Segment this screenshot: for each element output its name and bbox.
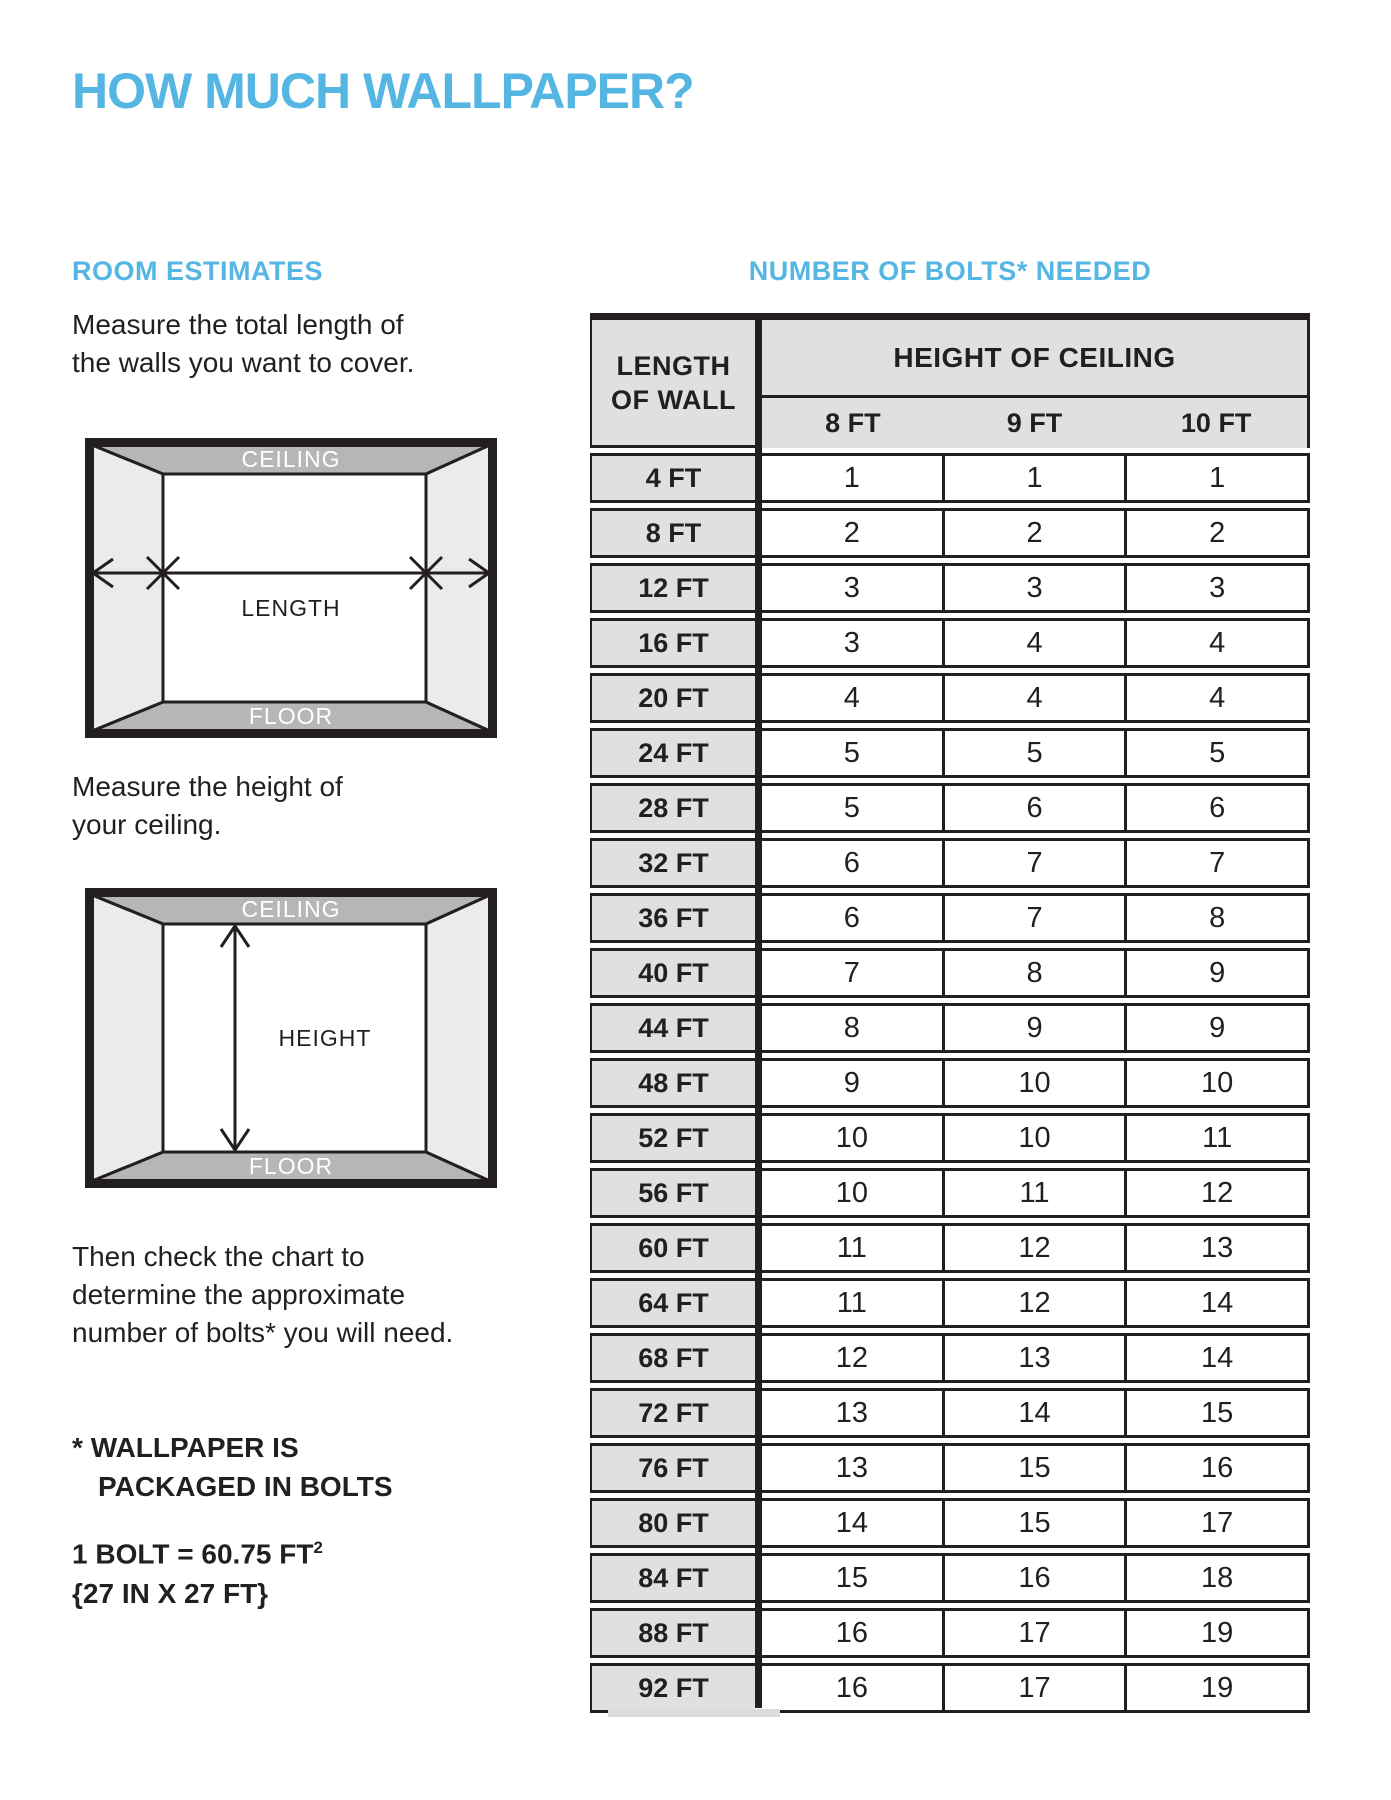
page-title: HOW MUCH WALLPAPER? [72,63,694,119]
right-wall [426,445,490,731]
wall-length-label: 56 FT [590,1168,755,1218]
wall-length-label: 40 FT [590,948,755,998]
bolts-8ft-cell: 6 [762,838,945,888]
row-cells [762,1608,1310,1658]
step2-instruction [72,768,343,844]
bolt-equation-superscript: 2 [313,1538,323,1557]
bolts-10ft-cell: 7 [1127,838,1310,888]
bolts-10ft-cell: 8 [1127,893,1310,943]
bolts-10ft-cell: 9 [1127,948,1310,998]
table-row [590,1388,1310,1438]
bolts-9ft-cell: 16 [945,1553,1128,1603]
bolts-9ft-cell: 5 [945,728,1128,778]
bolts-8ft-cell: 13 [762,1388,945,1438]
room-estimates-heading: ROOM ESTIMATES [72,256,324,286]
bolts-8ft-cell: 8 [762,1003,945,1053]
bolts-9ft-cell: 7 [945,893,1128,943]
bolts-10ft-cell: 12 [1127,1168,1310,1218]
bolts-8ft-cell: 10 [762,1168,945,1218]
row-cells [762,1168,1310,1218]
row-cells [762,673,1310,723]
ceiling-height-subheaders [762,398,1310,448]
wall-length-label: 44 FT [590,1003,755,1053]
bolts-10ft-cell: 19 [1127,1608,1310,1658]
bolts-9ft-cell: 11 [945,1168,1128,1218]
bolts-10ft-cell: 3 [1127,563,1310,613]
table-row [590,1443,1310,1493]
step1-line1: Measure the total length of [72,309,404,340]
bolts-8ft-cell: 13 [762,1443,945,1493]
row-cells [762,453,1310,503]
footnote-line1-text: WALLPAPER IS [90,1432,299,1463]
bolts-10ft-cell: 19 [1127,1663,1310,1713]
footnote-line2: PACKAGED IN BOLTS [98,1471,393,1502]
wall-length-label: 28 FT [590,783,755,833]
bolts-9ft-cell: 10 [945,1113,1128,1163]
bolt-dimensions: {27 IN X 27 FT} [72,1578,269,1610]
step1-line2: the walls you want to cover. [72,347,415,378]
right-wall [426,895,490,1181]
bolts-needed-heading: NUMBER OF BOLTS* NEEDED [748,256,1152,286]
row-cells [762,1553,1310,1603]
bolts-9ft-cell: 1 [945,453,1128,503]
row-cells [762,1498,1310,1548]
col-header-9ft: 9 FT [1006,407,1063,438]
bolts-9ft-cell: 7 [945,838,1128,888]
bolts-9ft-cell: 4 [945,618,1128,668]
bolts-8ft-cell: 7 [762,948,945,998]
table-row [590,1498,1310,1548]
row-cells [762,1443,1310,1493]
bolts-9ft-cell: 14 [945,1388,1128,1438]
wall-length-label: 84 FT [590,1553,755,1603]
bolts-8ft-cell: 16 [762,1608,945,1658]
row-cells [762,1003,1310,1053]
bolts-10ft-cell: 16 [1127,1443,1310,1493]
row-cells [762,1663,1310,1713]
asterisk-marker: * [72,1432,83,1463]
bolts-8ft-cell: 5 [762,783,945,833]
table-row [590,1223,1310,1273]
height-of-ceiling-header: HEIGHT OF CEILING [762,320,1310,398]
table-row [590,783,1310,833]
wall-length-label: 48 FT [590,1058,755,1108]
table-row [590,838,1310,888]
table-row [590,563,1310,613]
wall-length-label: 68 FT [590,1333,755,1383]
bolts-9ft-cell: 2 [945,508,1128,558]
bolts-8ft-cell: 2 [762,508,945,558]
col-header-10ft: 10 FT [1180,407,1252,438]
row-cells [762,1333,1310,1383]
back-wall [163,474,426,702]
table-row [590,1168,1310,1218]
bolts-8ft-cell: 3 [762,563,945,613]
bolts-9ft-cell: 15 [945,1498,1128,1548]
ceiling-label: CEILING [241,896,341,922]
height-label: HEIGHT [278,1025,372,1051]
wall-length-label: 72 FT [590,1388,755,1438]
bolt-equation-text: 1 BOLT = 60.75 FT [72,1538,314,1570]
length-label: LENGTH [241,595,341,621]
row-cells [762,838,1310,888]
row-cells [762,618,1310,668]
table-row [590,1553,1310,1603]
bolts-10ft-cell: 18 [1127,1553,1310,1603]
ceiling-header-group [762,320,1310,448]
table-row [590,728,1310,778]
table-header [590,320,1310,448]
bolts-10ft-cell: 14 [1127,1333,1310,1383]
bolts-10ft-cell: 11 [1127,1113,1310,1163]
bolts-8ft-cell: 3 [762,618,945,668]
bolt-equation [72,1528,323,1574]
row-cells [762,783,1310,833]
row-cells [762,948,1310,998]
col-header-8ft: 8 FT [825,407,881,438]
wall-length-label: 8 FT [590,508,755,558]
bolts-10ft-cell: 4 [1127,618,1310,668]
table-row [590,1333,1310,1383]
wall-length-label: 32 FT [590,838,755,888]
bolts-10ft-cell: 1 [1127,453,1310,503]
bolts-9ft-cell: 4 [945,673,1128,723]
wall-length-label: 60 FT [590,1223,755,1273]
wall-length-label: 20 FT [590,673,755,723]
bolts-10ft-cell: 15 [1127,1388,1310,1438]
wall-length-label: 64 FT [590,1278,755,1328]
bolts-10ft-cell: 17 [1127,1498,1310,1548]
bolts-9ft-cell: 6 [945,783,1128,833]
bolts-8ft-cell: 9 [762,1058,945,1108]
step1-instruction [72,306,414,382]
bolts-10ft-cell: 9 [1127,1003,1310,1053]
row-cells [762,1223,1310,1273]
bolt-size-info [72,1528,323,1614]
bolts-10ft-cell: 5 [1127,728,1310,778]
bolts-9ft-cell: 12 [945,1278,1128,1328]
bolts-10ft-cell: 10 [1127,1058,1310,1108]
wallpaper-bolts-footnote [72,1428,393,1506]
bolts-10ft-cell: 6 [1127,783,1310,833]
table-row [590,893,1310,943]
table-row [590,1278,1310,1328]
bolts-9ft-cell: 12 [945,1223,1128,1273]
wall-length-label: 36 FT [590,893,755,943]
bolts-needed-table [590,313,1310,1713]
table-row [590,673,1310,723]
table-row [590,1003,1310,1053]
step3-line1: Then check the chart to [72,1241,365,1272]
step3-line2: determine the approximate [72,1279,406,1310]
table-row [590,1058,1310,1108]
bolts-8ft-cell: 5 [762,728,945,778]
step3-line3: number of bolts* you will need. [72,1317,454,1348]
bolts-9ft-cell: 10 [945,1058,1128,1108]
bolts-8ft-cell: 15 [762,1553,945,1603]
row-cells [762,893,1310,943]
floor-label: FLOOR [248,703,334,729]
bolts-8ft-cell: 12 [762,1333,945,1383]
wall-length-label: 12 FT [590,563,755,613]
bolts-10ft-cell: 2 [1127,508,1310,558]
row-cells [762,1058,1310,1108]
step2-line2: your ceiling. [72,809,222,840]
wall-length-label: 16 FT [590,618,755,668]
table-row [590,1113,1310,1163]
bolts-8ft-cell: 14 [762,1498,945,1548]
bolts-10ft-cell: 14 [1127,1278,1310,1328]
footnote-line1 [72,1428,393,1467]
length-of-wall-line2: OF WALL [611,384,736,415]
bolts-8ft-cell: 10 [762,1113,945,1163]
ceiling-label: CEILING [241,446,341,472]
wall-length-label: 52 FT [590,1113,755,1163]
room-height-diagram [85,888,497,1188]
bolts-9ft-cell: 15 [945,1443,1128,1493]
room-length-diagram [85,438,497,738]
bolts-9ft-cell: 17 [945,1608,1128,1658]
bolts-9ft-cell: 13 [945,1333,1128,1383]
bolts-8ft-cell: 1 [762,453,945,503]
row-cells [762,728,1310,778]
wall-length-label: 88 FT [590,1608,755,1658]
table-row [590,948,1310,998]
table-thick-divider [755,320,762,1708]
bolts-8ft-cell: 6 [762,893,945,943]
length-of-wall-line1: LENGTH [616,350,731,381]
floor-label: FLOOR [248,1153,334,1179]
row-cells [762,508,1310,558]
step3-instruction [72,1238,453,1352]
bolts-9ft-cell: 9 [945,1003,1128,1053]
wall-length-label: 24 FT [590,728,755,778]
left-wall [92,895,163,1181]
table-body [590,453,1310,1713]
table-row [590,618,1310,668]
wall-length-label: 80 FT [590,1498,755,1548]
bolts-9ft-cell: 8 [945,948,1128,998]
bolts-8ft-cell: 4 [762,673,945,723]
left-wall [92,445,163,731]
length-of-wall-header [590,320,755,448]
wall-length-label: 76 FT [590,1443,755,1493]
table-bottom-shadow [608,1709,780,1717]
table-row [590,508,1310,558]
wall-length-label: 92 FT [590,1663,755,1713]
step2-line1: Measure the height of [72,771,343,802]
bolts-8ft-cell: 11 [762,1278,945,1328]
bolts-8ft-cell: 11 [762,1223,945,1273]
bolts-9ft-cell: 3 [945,563,1128,613]
table-row [590,1608,1310,1658]
row-cells [762,1278,1310,1328]
bolts-10ft-cell: 13 [1127,1223,1310,1273]
row-cells [762,1113,1310,1163]
table-row [590,453,1310,503]
bolts-10ft-cell: 4 [1127,673,1310,723]
table-row [590,1663,1310,1713]
row-cells [762,1388,1310,1438]
row-cells [762,563,1310,613]
bolts-9ft-cell: 17 [945,1663,1128,1713]
bolts-8ft-cell: 16 [762,1663,945,1713]
wall-length-label: 4 FT [590,453,755,503]
